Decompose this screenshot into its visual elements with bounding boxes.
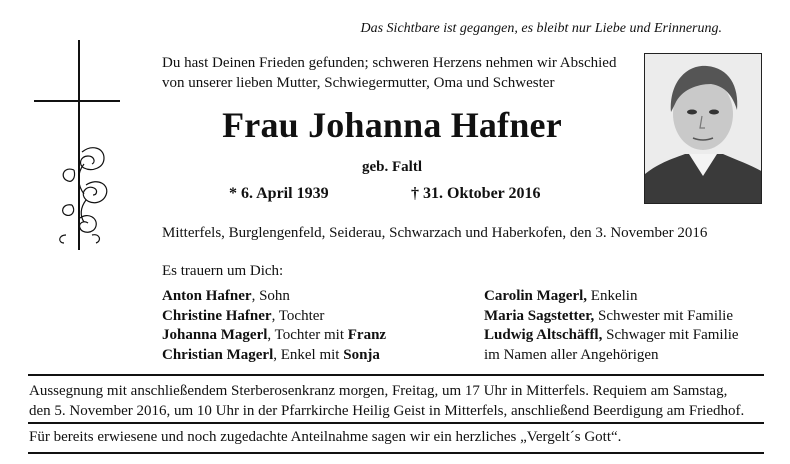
mourner-name: Anton Hafner [162,288,252,304]
mourner-name: Johanna Magerl [162,327,268,343]
mourners-left-column [162,287,386,365]
portrait-photo [644,53,762,204]
funeral-details [29,381,744,421]
divider-top [28,374,764,376]
mourners-right-column [484,287,739,365]
birth-date: * 6. April 1939 [229,185,329,202]
intro-line-1: Du hast Deinen Frieden gefunden; schweren Herzens nehmen wir Abschied [162,55,617,71]
maiden-name: geb. Faltl [362,159,422,175]
divider-bottom [28,422,764,424]
mourner-row [484,346,739,366]
mourner-relation: , Enkel mit [273,346,344,363]
mourner-name: Christian Magerl [162,346,274,363]
funeral-line-1: Aussegnung mit anschließendem Sterberosenkranz morgen, Freitag, um 17 Uhr in Mitterfels. Requiem am Samstag, [29,383,728,399]
mourner-partner: Sonja [343,346,380,363]
divider-footer [28,452,764,454]
intro-line-2: von unserer lieben Mutter, Schwiegermutter, Oma und Schwester [162,75,555,91]
mourner-row [484,307,739,327]
mourner-relation: , Tochter [271,307,325,324]
mourner-name: Ludwig Altschäffl, [484,327,603,343]
mourner-partner: Franz [347,327,387,343]
mourner-row [484,287,739,307]
mourner-name: Christine Hafner [162,307,272,324]
motto: Das Sichtbare ist gegangen, es bleibt nur Liebe und Erinnerung. [360,21,722,36]
deceased-name: Frau Johanna Hafner [222,105,562,145]
mourner-relation: im Namen aller Angehörigen [484,346,659,363]
cross-with-roses-icon [34,40,124,250]
mourner-name: Maria Sagstetter, [484,307,595,324]
mourner-row [162,346,386,366]
mourner-row [162,287,386,307]
mourner-relation: , Sohn [251,288,290,304]
mourner-relation: Schwester mit Familie [594,307,733,324]
mourner-row [484,326,739,346]
mourner-relation: , Tochter mit [267,327,348,343]
intro-text [162,53,616,93]
mourners-heading: Es trauern um Dich: [162,263,284,279]
mourner-relation: Schwager mit Familie [602,327,739,343]
mourner-row [162,326,386,346]
place-and-date: Mitterfels, Burglengenfeld, Seiderau, Schwarzach und Haberkofen, den 3. November 2016 [162,225,708,241]
funeral-line-2: den 5. November 2016, um 10 Uhr in der Pfarrkirche Heilig Geist in Mitterfels, anschließend Beerdigung am Friedhof. [29,403,745,419]
thanks-line: Für bereits erwiesene und noch zugedachte Anteilnahme sagen wir ein herzliches „Vergelt´s Gott“. [29,429,622,445]
mourner-name: Carolin Magerl, [484,288,588,304]
death-date: † 31. Oktober 2016 [411,185,541,202]
mourner-row [162,307,386,327]
mourner-relation: Enkelin [587,288,638,304]
